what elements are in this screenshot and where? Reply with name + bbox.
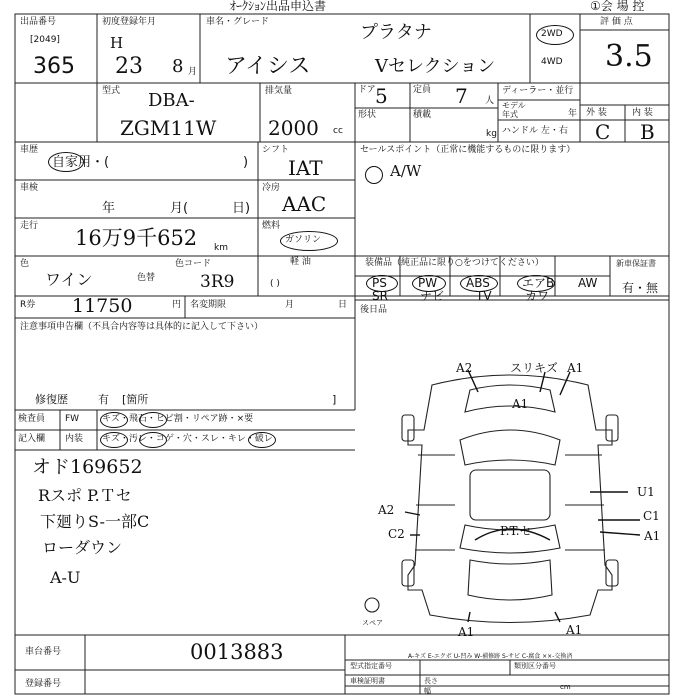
size-width-label: 幅 <box>424 687 431 695</box>
exterior-score: C <box>595 120 611 144</box>
doors-value: 5 <box>375 84 388 108</box>
ac-value: AAC <box>282 192 327 216</box>
recycle-value: 11750 <box>72 295 133 317</box>
color-code: 3R9 <box>200 272 235 292</box>
repair-location-label: [箇所 <box>122 393 149 406</box>
shift-value: IAT <box>288 156 323 180</box>
model-year-label: モデル <box>502 101 526 110</box>
dmg-label-a1-hood: A1 <box>512 397 529 411</box>
registration-year: 23 <box>115 54 143 79</box>
model-year-label2: 年式 <box>502 110 518 119</box>
exterior-label: 外 装 <box>586 108 607 118</box>
inspection-label: 車検 <box>20 183 39 193</box>
inspection-day: 日) <box>232 201 251 216</box>
repair-value: 有 <box>98 393 109 406</box>
shift-label: シフト <box>262 145 290 155</box>
mileage-unit: km <box>214 243 228 253</box>
damage-legend: A-キズ E-エクボ U-凹み W-補修跡 S-サビ C-腐食 ××-交換済 <box>408 653 573 660</box>
equip-aw: AW <box>578 276 598 290</box>
dmg-label-a1-bottom-right: A1 <box>566 623 583 637</box>
warranty-label: 新車保証書 <box>616 259 656 268</box>
equip-ps: PS <box>372 276 387 290</box>
checker-fw: FW <box>65 414 80 424</box>
chassis-number: 0013883 <box>190 640 284 664</box>
displacement-unit: cc <box>333 126 343 136</box>
capacity-unit: 人 <box>485 96 495 106</box>
note-undercarriage: 下廻りS-一部C <box>40 512 150 531</box>
history-value: 自家用・( <box>52 155 110 170</box>
type-designation-label: 型式指定番号 <box>350 662 392 670</box>
dmg-label-a1-top-right: A1 <box>567 361 584 375</box>
repair-location-close: ] <box>332 393 337 406</box>
color-change-label: 色替 <box>137 273 156 283</box>
lot-label: 出品番号 <box>20 17 57 27</box>
equip-sr: SR <box>372 289 388 303</box>
mileage-label: 走行 <box>20 221 39 231</box>
size-length-label: 長さ <box>424 677 438 685</box>
mileage-value: 16万9千652 <box>75 226 198 250</box>
recycle-unit: 円 <box>172 300 182 310</box>
note-lowdown: ローダウン <box>42 538 123 557</box>
rear-seat-label: 後日品 <box>360 305 388 315</box>
chassis-label: 車台番号 <box>25 647 62 657</box>
color-label: 色 <box>20 259 30 269</box>
dmg-label-a2-left: A2 <box>378 503 395 517</box>
recycle-label: R券 <box>20 300 36 310</box>
model-grade: Vセレクション <box>375 56 496 77</box>
repair-label: 修復歴 <box>35 393 68 406</box>
dealer-label: ディーラー・並行 <box>502 86 574 96</box>
model-year-unit: 年 <box>568 109 578 119</box>
checker-interior: 内装 <box>65 434 84 444</box>
history-label: 車歴 <box>20 145 39 155</box>
inspection-month: 月( <box>170 201 189 216</box>
fuel-gas: ガソリン <box>285 235 322 245</box>
body-shape-label: 形状 <box>358 110 377 120</box>
type-label: 型式 <box>102 86 121 96</box>
displacement-label: 排気量 <box>265 86 293 96</box>
note-au: A-U <box>50 568 81 587</box>
name-change-day: 日 <box>338 300 348 310</box>
name-change-label: 名変期限 <box>190 300 227 310</box>
load-label: 積載 <box>413 110 432 120</box>
sales-point-label: セールスポイント（正常に機能するものに限ります） <box>360 145 576 155</box>
size-unit: cm <box>560 683 571 691</box>
fuel-label: 燃料 <box>262 221 281 231</box>
dmg-label-a2-top: A2 <box>456 361 473 375</box>
sales-point-value: A/W <box>390 162 422 180</box>
interior-score: B <box>640 120 655 144</box>
registration-era: H <box>110 34 124 52</box>
dmg-label-c1: C1 <box>643 509 660 523</box>
displacement-value: 2000 <box>268 116 319 140</box>
drive-option-2wd: 2WD <box>541 29 563 39</box>
dmg-label-a1-bottom-left: A1 <box>458 625 475 639</box>
type-prefix: DBA- <box>148 90 195 111</box>
note-rear-spoiler: Rスポ P.Ｔセ <box>38 486 132 505</box>
dmg-label-c2: C2 <box>388 527 405 541</box>
lot-code: [2049] <box>30 35 60 45</box>
reg-number-label: 登録番号 <box>25 679 62 689</box>
doors-label: ドア <box>358 85 376 95</box>
venue-copy-label: ①会 場 控 <box>590 0 645 13</box>
entry-label: 記入欄 <box>18 434 46 444</box>
notes-label: 注意事項申告欄（不具合内容等は具体的に記入して下さい） <box>20 322 264 332</box>
spare-label: スペア <box>362 619 383 627</box>
equip-leather: カワ <box>525 289 550 303</box>
equip-navi: ナビ <box>420 289 445 303</box>
lot-number: 365 <box>33 54 75 79</box>
type-code: ZGM11W <box>120 116 217 140</box>
color-value: ワイン <box>45 270 93 289</box>
fuel-diesel: 軽 油 <box>290 257 311 267</box>
certificate-label: 車検証明書 <box>350 677 385 685</box>
score-value: 3.5 <box>605 39 653 74</box>
ac-label: 冷房 <box>262 183 281 193</box>
capacity-label: 定員 <box>413 85 432 95</box>
inspection-year: 年 <box>102 201 116 216</box>
fuel-paren: ( ) <box>270 279 280 289</box>
form-title-fragment: ｵｰｸｼｮﾝ出品申込書 <box>230 0 327 13</box>
interior-label: 内 装 <box>632 108 653 118</box>
class-number-label: 類別区分番号 <box>514 662 556 670</box>
handle-label: ハンドル 左・右 <box>502 126 568 136</box>
note-odometer: オド169652 <box>32 456 143 478</box>
history-close: ) <box>243 155 249 170</box>
warranty-value: 有・無 <box>622 281 659 295</box>
dmg-label-u1: U1 <box>637 485 655 499</box>
color-code-label: 色コード <box>175 259 212 269</box>
capacity-value: 7 <box>455 84 468 108</box>
drive-option-4wd: 4WD <box>541 57 563 67</box>
name-change-month: 月 <box>285 300 295 310</box>
equipment-label: 装備品（純正品に限り○をつけてください） <box>365 258 544 268</box>
model-name: アイシス <box>225 54 311 79</box>
dmg-label-a1-right: A1 <box>644 529 661 543</box>
checker-row2: キズ・汚レ・コゲ・穴・スレ・キレ・破レ <box>102 434 273 444</box>
equip-abs: ABS <box>466 276 490 290</box>
dmg-label-pt: P.T.セ <box>500 524 532 538</box>
checker-row1: キズ・飛石・ヒビ割・リペア跡・×要 <box>102 414 254 424</box>
model-label: 車名・グレード <box>206 17 270 27</box>
equip-airbag: エアB <box>522 276 555 290</box>
grade-top: プラタナ <box>360 22 432 43</box>
registration-month-unit: 月 <box>188 67 198 77</box>
registration-month: 8 <box>172 56 184 77</box>
load-unit: kg <box>486 129 497 139</box>
score-label: 評 価 点 <box>600 17 633 27</box>
equip-tv: TV <box>476 289 492 303</box>
equip-pw: PW <box>418 276 438 290</box>
checker-label: 検査員 <box>18 414 46 424</box>
dmg-label-scratch-top: スリキズ <box>510 361 558 375</box>
registration-label: 初度登録年月 <box>102 17 157 27</box>
